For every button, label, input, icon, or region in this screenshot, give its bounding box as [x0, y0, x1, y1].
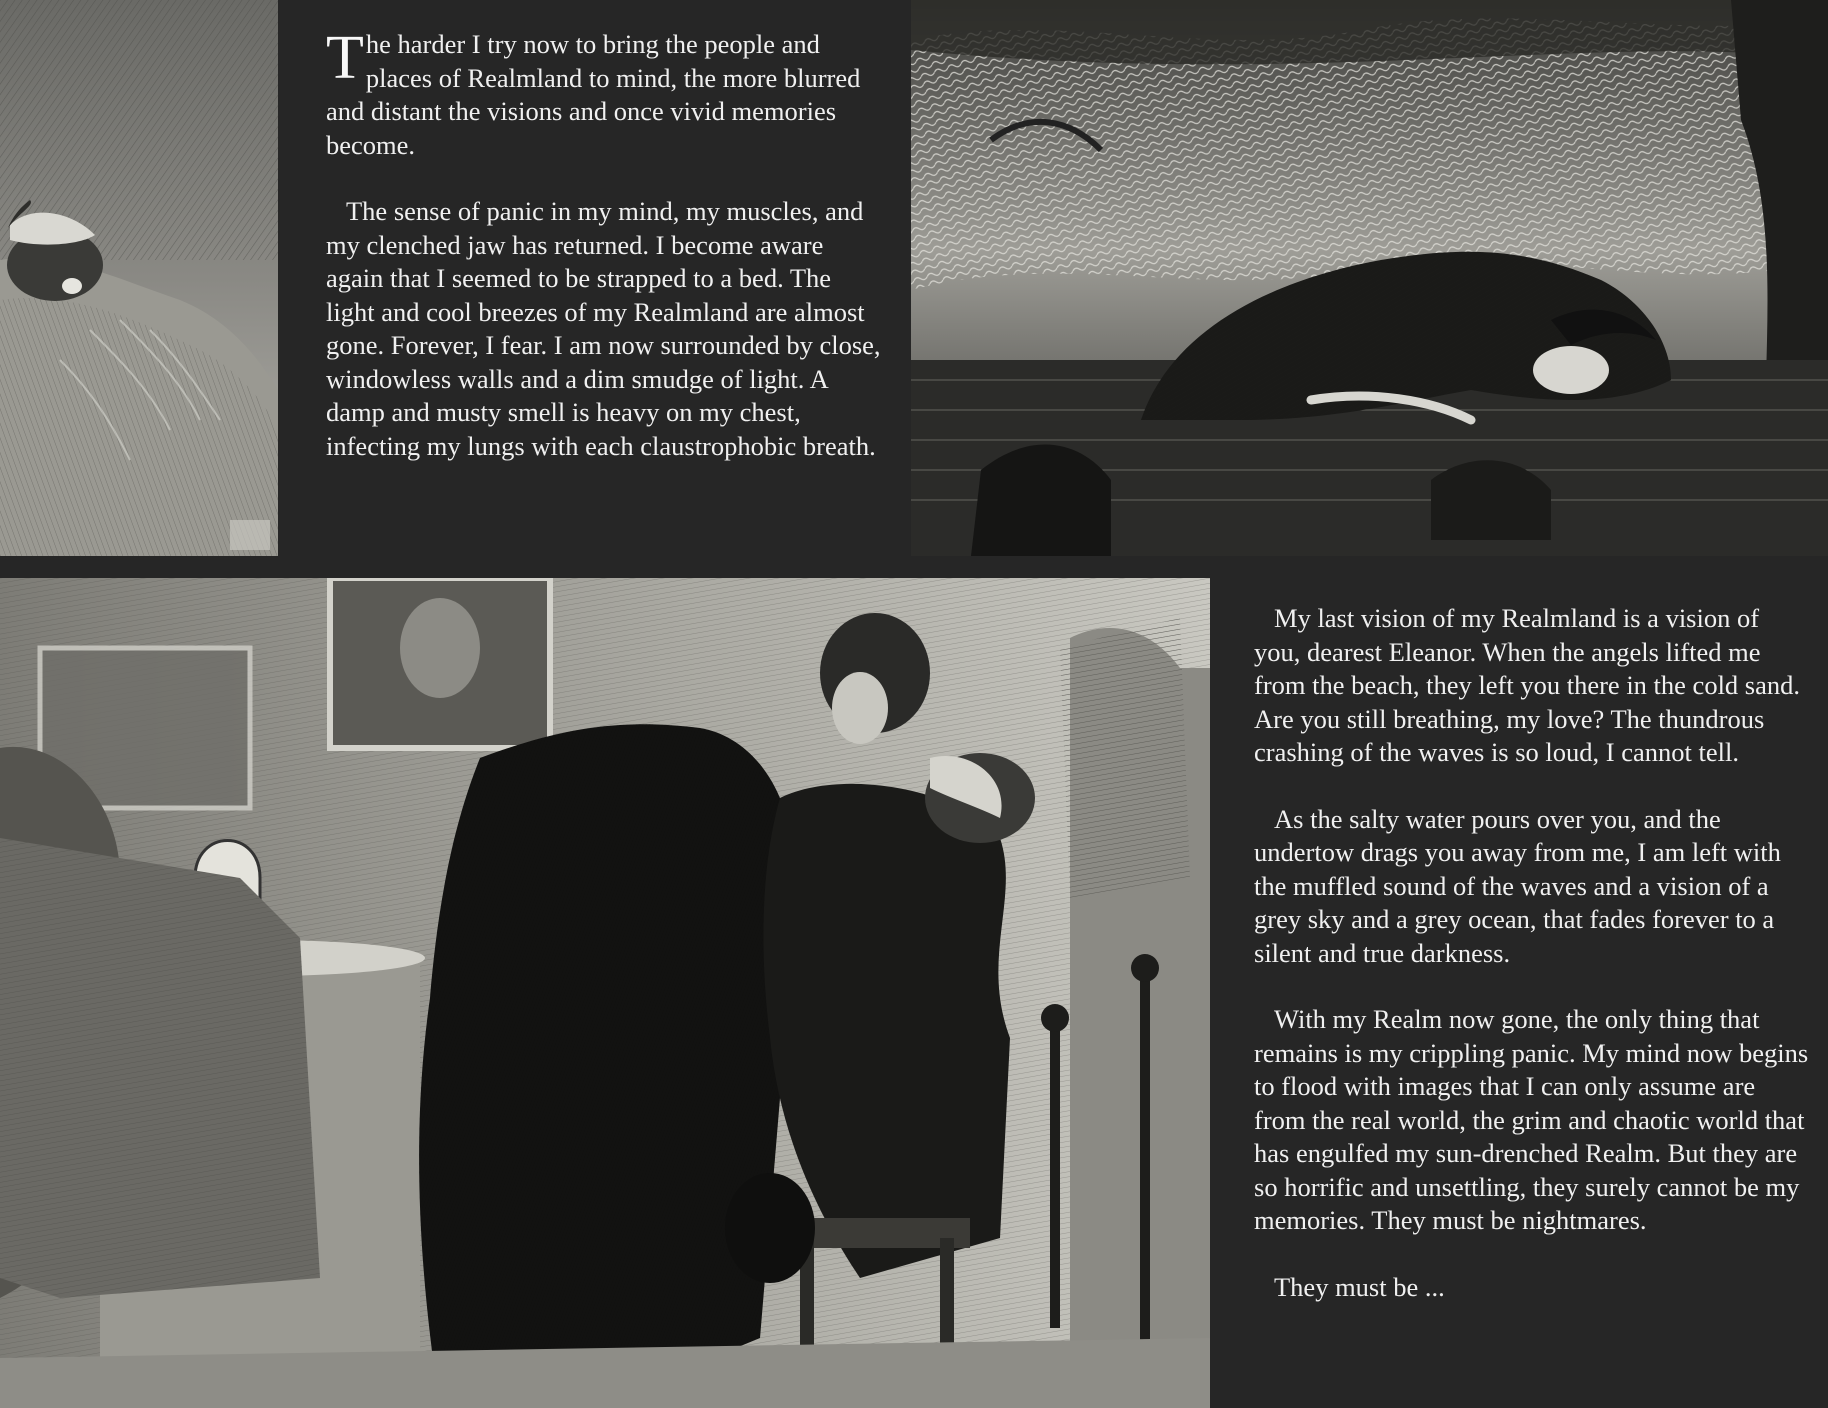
- illustration-sick-man: [0, 0, 278, 556]
- parlor-men-engraving: [0, 578, 1210, 1408]
- beach-woman-engraving: [911, 0, 1828, 556]
- narrative-right: [1254, 602, 1809, 1337]
- paragraph-4: As the salty water pours over you, and the undertow drags you away from me, I am left with the muffled sound of the waves and a vision of a grey sky and a grey ocean, that fades forever to a silent and true darkness.: [1254, 803, 1781, 968]
- drop-cap: T: [326, 24, 364, 92]
- illustration-parlor-men: [0, 578, 1210, 1408]
- paragraph-3: My last vision of my Realmland is a vision of you, dearest Eleanor. When the angels lifted me from the beach, they left you there in the cold sand. Are you still breathing, my love? The thundrous crashing of the waves is so loud, I cannot tell.: [1254, 603, 1801, 767]
- paragraph-2: The sense of panic in my mind, my muscles, and my clenched jaw has returned. I become aware again that I seemed to be strapped to a bed. The light and cool breezes of my Realmland are almost gone. Forever, I fear. I am now surrounded by close, windowless walls and a dim smudge of light. A damp and musty smell is heavy on my chest, infecting my lungs with each claustrophobic breath.: [326, 196, 881, 461]
- sick-man-engraving: [0, 0, 278, 556]
- paragraph-5: With my Realm now gone, the only thing that remains is my crippling panic. My mind now begins to flood with images that I can only assume are from the real world, the grim and chaotic world that has engulfed my sun-drenched Realm. But they are so horrific and unsettling, they surely cannot be my memories. They must be nightmares.: [1254, 1004, 1809, 1235]
- paragraph-6: They must be ...: [1274, 1271, 1445, 1302]
- paragraph-1-text: he harder I try now to bring the people and places of Realmland to mind, the more blurred and distant the visions and once vivid memories become.: [326, 29, 861, 160]
- illustration-beach-woman: [911, 0, 1828, 556]
- narrative-top: [326, 24, 886, 496]
- paragraph-1: [326, 24, 886, 162]
